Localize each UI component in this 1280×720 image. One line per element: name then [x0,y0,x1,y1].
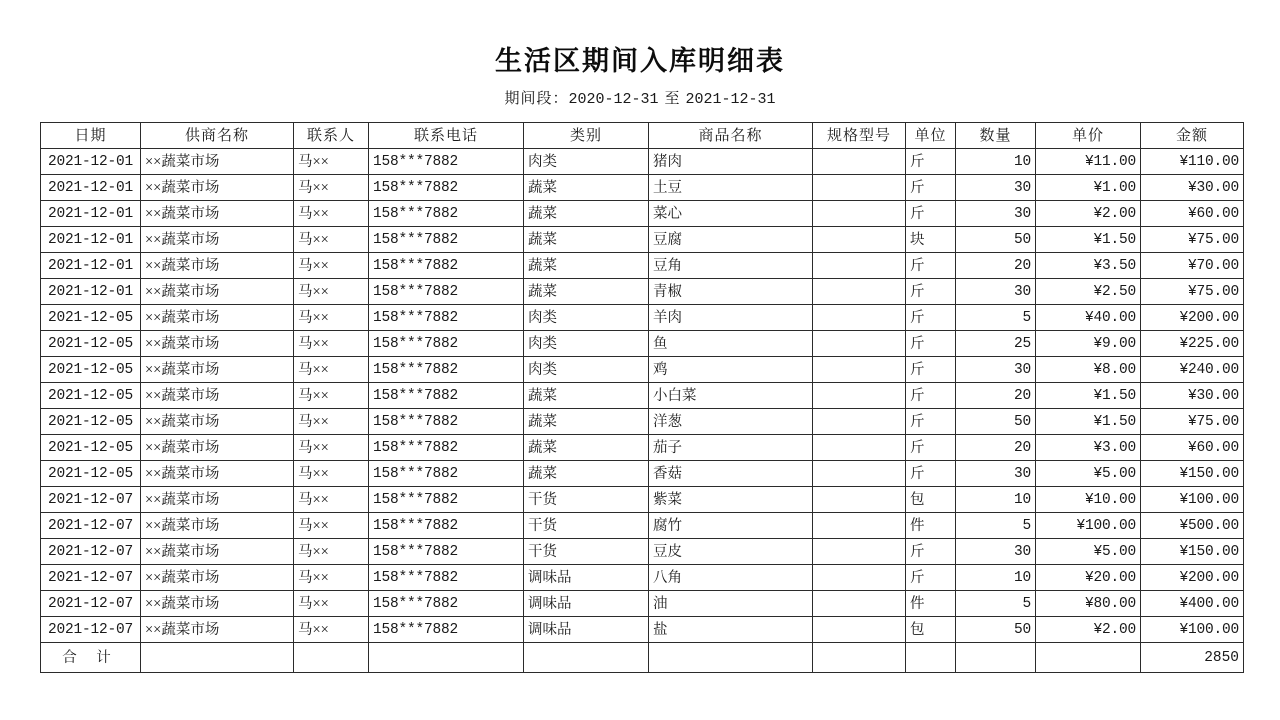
cell-product: 鸡 [649,357,813,383]
cell-date: 2021-12-05 [41,435,141,461]
cell-phone: 158***7882 [369,227,524,253]
cell-date: 2021-12-07 [41,565,141,591]
cell-product: 鱼 [649,331,813,357]
table-row [41,305,1244,331]
cell-amount: ¥100.00 [1141,617,1244,643]
column-header-category: 类别 [524,123,649,149]
cell-product: 土豆 [649,175,813,201]
cell-contact: 马×× [294,435,369,461]
cell-spec [813,201,906,227]
table-row [41,539,1244,565]
cell-phone: 158***7882 [369,175,524,201]
cell-spec [813,331,906,357]
inbound-detail-table [40,122,1244,673]
cell-amount: ¥225.00 [1141,331,1244,357]
cell-quantity: 10 [956,565,1036,591]
cell-contact: 马×× [294,409,369,435]
cell-product: 八角 [649,565,813,591]
cell-amount: ¥70.00 [1141,253,1244,279]
cell-supplier: ××蔬菜市场 [141,539,294,565]
cell-product: 小白菜 [649,383,813,409]
cell-contact: 马×× [294,175,369,201]
cell-category: 肉类 [524,305,649,331]
table-row [41,617,1244,643]
cell-date: 2021-12-05 [41,461,141,487]
cell-price: ¥100.00 [1036,513,1141,539]
cell-contact: 马×× [294,487,369,513]
cell-spec [813,617,906,643]
cell-spec [813,591,906,617]
table-footer [41,643,1244,673]
cell-price: ¥5.00 [1036,461,1141,487]
cell-supplier: ××蔬菜市场 [141,487,294,513]
column-header-contact: 联系人 [294,123,369,149]
cell-product: 香菇 [649,461,813,487]
cell-category: 干货 [524,539,649,565]
total-blank-unit [906,643,956,673]
cell-quantity: 30 [956,201,1036,227]
cell-quantity: 20 [956,253,1036,279]
cell-supplier: ××蔬菜市场 [141,331,294,357]
cell-product: 盐 [649,617,813,643]
cell-unit: 块 [906,227,956,253]
cell-category: 调味品 [524,591,649,617]
table-row [41,409,1244,435]
cell-phone: 158***7882 [369,279,524,305]
total-blank-phone [369,643,524,673]
cell-spec [813,175,906,201]
cell-quantity: 5 [956,513,1036,539]
column-header-quantity: 数量 [956,123,1036,149]
cell-quantity: 30 [956,175,1036,201]
cell-unit: 斤 [906,565,956,591]
cell-phone: 158***7882 [369,331,524,357]
cell-contact: 马×× [294,331,369,357]
cell-category: 肉类 [524,331,649,357]
cell-date: 2021-12-01 [41,175,141,201]
cell-amount: ¥150.00 [1141,539,1244,565]
cell-contact: 马×× [294,149,369,175]
cell-quantity: 50 [956,409,1036,435]
cell-product: 紫菜 [649,487,813,513]
table-row [41,253,1244,279]
cell-product: 豆皮 [649,539,813,565]
table-row [41,513,1244,539]
cell-supplier: ××蔬菜市场 [141,305,294,331]
cell-product: 豆角 [649,253,813,279]
cell-contact: 马×× [294,253,369,279]
cell-product: 羊肉 [649,305,813,331]
cell-quantity: 30 [956,357,1036,383]
cell-amount: ¥30.00 [1141,383,1244,409]
table-header-row [41,123,1244,149]
cell-contact: 马×× [294,279,369,305]
column-header-amount: 金额 [1141,123,1244,149]
cell-date: 2021-12-05 [41,383,141,409]
table-header [41,123,1244,149]
period-end-date: 2021-12-31 [685,91,776,108]
cell-spec [813,565,906,591]
cell-unit: 斤 [906,279,956,305]
cell-unit: 斤 [906,149,956,175]
cell-product: 腐竹 [649,513,813,539]
table-row [41,487,1244,513]
cell-category: 蔬菜 [524,201,649,227]
cell-amount: ¥500.00 [1141,513,1244,539]
cell-product: 油 [649,591,813,617]
cell-date: 2021-12-07 [41,513,141,539]
cell-category: 蔬菜 [524,253,649,279]
cell-contact: 马×× [294,461,369,487]
cell-category: 干货 [524,487,649,513]
cell-supplier: ××蔬菜市场 [141,175,294,201]
total-blank-price [1036,643,1141,673]
cell-category: 调味品 [524,617,649,643]
cell-quantity: 5 [956,305,1036,331]
table-row [41,227,1244,253]
period-label: 期间段： [504,91,569,107]
cell-amount: ¥60.00 [1141,201,1244,227]
cell-phone: 158***7882 [369,539,524,565]
cell-spec [813,305,906,331]
cell-price: ¥2.00 [1036,617,1141,643]
total-row [41,643,1244,673]
cell-supplier: ××蔬菜市场 [141,513,294,539]
table-row [41,279,1244,305]
cell-supplier: ××蔬菜市场 [141,383,294,409]
cell-product: 猪肉 [649,149,813,175]
column-header-price: 单价 [1036,123,1141,149]
cell-supplier: ××蔬菜市场 [141,279,294,305]
cell-unit: 包 [906,487,956,513]
cell-price: ¥5.00 [1036,539,1141,565]
cell-amount: ¥200.00 [1141,305,1244,331]
table-body [41,149,1244,643]
cell-phone: 158***7882 [369,383,524,409]
cell-amount: ¥200.00 [1141,565,1244,591]
cell-category: 调味品 [524,565,649,591]
cell-amount: ¥30.00 [1141,175,1244,201]
cell-unit: 包 [906,617,956,643]
cell-supplier: ××蔬菜市场 [141,149,294,175]
cell-spec [813,383,906,409]
cell-unit: 斤 [906,305,956,331]
cell-date: 2021-12-01 [41,253,141,279]
cell-phone: 158***7882 [369,149,524,175]
cell-product: 洋葱 [649,409,813,435]
cell-date: 2021-12-07 [41,539,141,565]
cell-spec [813,357,906,383]
cell-supplier: ××蔬菜市场 [141,461,294,487]
cell-quantity: 25 [956,331,1036,357]
total-blank-quantity [956,643,1036,673]
cell-price: ¥2.00 [1036,201,1141,227]
cell-price: ¥11.00 [1036,149,1141,175]
cell-contact: 马×× [294,591,369,617]
cell-unit: 斤 [906,201,956,227]
table-row [41,383,1244,409]
cell-quantity: 30 [956,279,1036,305]
column-header-spec: 规格型号 [813,123,906,149]
cell-phone: 158***7882 [369,513,524,539]
cell-spec [813,487,906,513]
cell-price: ¥1.00 [1036,175,1141,201]
cell-unit: 斤 [906,253,956,279]
cell-phone: 158***7882 [369,461,524,487]
cell-phone: 158***7882 [369,565,524,591]
cell-quantity: 30 [956,539,1036,565]
cell-supplier: ××蔬菜市场 [141,591,294,617]
cell-price: ¥8.00 [1036,357,1141,383]
cell-price: ¥20.00 [1036,565,1141,591]
cell-price: ¥3.50 [1036,253,1141,279]
table-row [41,201,1244,227]
cell-category: 蔬菜 [524,435,649,461]
cell-spec [813,253,906,279]
cell-unit: 斤 [906,539,956,565]
cell-category: 蔬菜 [524,409,649,435]
cell-category: 蔬菜 [524,175,649,201]
cell-unit: 件 [906,591,956,617]
cell-price: ¥1.50 [1036,227,1141,253]
cell-spec [813,227,906,253]
cell-category: 肉类 [524,149,649,175]
cell-unit: 斤 [906,383,956,409]
cell-phone: 158***7882 [369,253,524,279]
cell-phone: 158***7882 [369,357,524,383]
cell-spec [813,539,906,565]
cell-phone: 158***7882 [369,409,524,435]
cell-amount: ¥400.00 [1141,591,1244,617]
table-row [41,435,1244,461]
cell-unit: 斤 [906,435,956,461]
cell-category: 蔬菜 [524,461,649,487]
cell-price: ¥1.50 [1036,409,1141,435]
cell-supplier: ××蔬菜市场 [141,357,294,383]
column-header-unit: 单位 [906,123,956,149]
cell-quantity: 10 [956,149,1036,175]
cell-date: 2021-12-05 [41,409,141,435]
cell-product: 菜心 [649,201,813,227]
cell-contact: 马×× [294,201,369,227]
column-header-phone: 联系电话 [369,123,524,149]
cell-spec [813,435,906,461]
cell-spec [813,149,906,175]
page-title: 生活区期间入库明细表 [495,46,785,76]
table-row [41,357,1244,383]
total-label: 合 计 [41,643,141,673]
column-header-product: 商品名称 [649,123,813,149]
cell-date: 2021-12-01 [41,227,141,253]
cell-phone: 158***7882 [369,487,524,513]
total-blank-supplier [141,643,294,673]
cell-amount: ¥150.00 [1141,461,1244,487]
cell-amount: ¥75.00 [1141,227,1244,253]
cell-spec [813,409,906,435]
cell-price: ¥3.00 [1036,435,1141,461]
cell-supplier: ××蔬菜市场 [141,201,294,227]
cell-supplier: ××蔬菜市场 [141,617,294,643]
cell-date: 2021-12-05 [41,305,141,331]
total-amount: 2850 [1141,643,1244,673]
cell-price: ¥9.00 [1036,331,1141,357]
cell-product: 茄子 [649,435,813,461]
period-range [0,89,1280,110]
cell-quantity: 20 [956,435,1036,461]
cell-contact: 马×× [294,227,369,253]
cell-contact: 马×× [294,383,369,409]
cell-quantity: 5 [956,591,1036,617]
cell-date: 2021-12-05 [41,357,141,383]
cell-price: ¥80.00 [1036,591,1141,617]
cell-category: 干货 [524,513,649,539]
cell-date: 2021-12-01 [41,279,141,305]
cell-amount: ¥100.00 [1141,487,1244,513]
cell-amount: ¥75.00 [1141,409,1244,435]
table-row [41,175,1244,201]
cell-contact: 马×× [294,539,369,565]
cell-date: 2021-12-07 [41,617,141,643]
cell-date: 2021-12-07 [41,591,141,617]
cell-amount: ¥110.00 [1141,149,1244,175]
total-blank-spec [813,643,906,673]
cell-supplier: ××蔬菜市场 [141,253,294,279]
cell-unit: 斤 [906,357,956,383]
cell-product: 豆腐 [649,227,813,253]
cell-date: 2021-12-05 [41,331,141,357]
cell-quantity: 10 [956,487,1036,513]
cell-supplier: ××蔬菜市场 [141,435,294,461]
cell-price: ¥2.50 [1036,279,1141,305]
cell-unit: 斤 [906,409,956,435]
cell-spec [813,279,906,305]
cell-supplier: ××蔬菜市场 [141,409,294,435]
detail-table-container [40,122,1243,673]
cell-contact: 马×× [294,565,369,591]
cell-contact: 马×× [294,617,369,643]
cell-phone: 158***7882 [369,305,524,331]
cell-unit: 件 [906,513,956,539]
table-row [41,591,1244,617]
cell-contact: 马×× [294,513,369,539]
cell-supplier: ××蔬菜市场 [141,565,294,591]
cell-unit: 斤 [906,331,956,357]
cell-phone: 158***7882 [369,201,524,227]
cell-price: ¥40.00 [1036,305,1141,331]
period-start-date: 2020-12-31 [568,91,659,108]
cell-unit: 斤 [906,461,956,487]
total-blank-product [649,643,813,673]
cell-amount: ¥75.00 [1141,279,1244,305]
total-blank-contact [294,643,369,673]
column-header-date: 日期 [41,123,141,149]
cell-product: 青椒 [649,279,813,305]
cell-phone: 158***7882 [369,591,524,617]
cell-category: 蔬菜 [524,383,649,409]
cell-quantity: 50 [956,617,1036,643]
cell-quantity: 50 [956,227,1036,253]
column-header-supplier: 供商名称 [141,123,294,149]
cell-spec [813,461,906,487]
cell-phone: 158***7882 [369,617,524,643]
table-row [41,461,1244,487]
cell-supplier: ××蔬菜市场 [141,227,294,253]
cell-date: 2021-12-07 [41,487,141,513]
cell-contact: 马×× [294,305,369,331]
total-blank-category [524,643,649,673]
table-row [41,565,1244,591]
cell-phone: 158***7882 [369,435,524,461]
cell-price: ¥10.00 [1036,487,1141,513]
cell-quantity: 30 [956,461,1036,487]
table-row [41,331,1244,357]
cell-amount: ¥240.00 [1141,357,1244,383]
report-header [0,0,1280,110]
cell-amount: ¥60.00 [1141,435,1244,461]
period-separator: 至 [664,91,680,107]
cell-unit: 斤 [906,175,956,201]
cell-quantity: 20 [956,383,1036,409]
table-row [41,149,1244,175]
cell-category: 蔬菜 [524,279,649,305]
cell-category: 蔬菜 [524,227,649,253]
cell-spec [813,513,906,539]
cell-date: 2021-12-01 [41,201,141,227]
cell-contact: 马×× [294,357,369,383]
cell-category: 肉类 [524,357,649,383]
cell-price: ¥1.50 [1036,383,1141,409]
cell-date: 2021-12-01 [41,149,141,175]
